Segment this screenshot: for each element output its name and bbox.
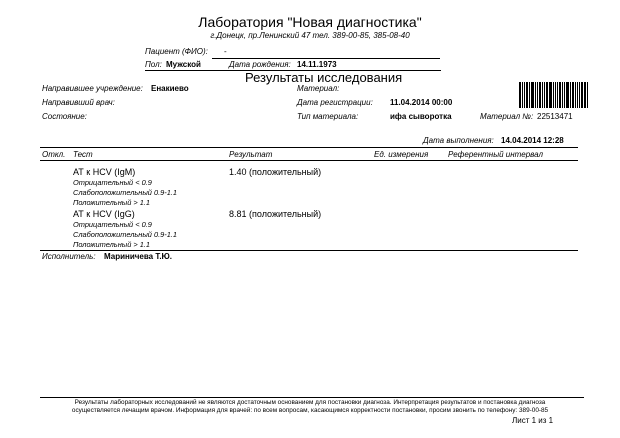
page-indicator: Лист 1 из 1 <box>512 416 554 425</box>
lab-title: Лаборатория "Новая диагностика" <box>198 14 422 30</box>
barcode-bar <box>581 82 583 108</box>
exec-date-label: Дата выполнения: <box>423 136 494 145</box>
col-header-reference: Референтный интервал <box>448 150 544 159</box>
barcode-bar <box>555 82 556 108</box>
col-header-test: Тест <box>73 150 93 159</box>
patient-name-value: - <box>224 47 227 56</box>
section-title: Результаты исследования <box>245 70 403 85</box>
barcode-bar <box>539 82 541 108</box>
table-top-rule <box>40 147 578 148</box>
executor-label: Исполнитель: <box>42 252 96 261</box>
col-header-result: Результат <box>229 150 273 159</box>
col-header-units: Ед. измерения <box>374 150 429 159</box>
barcode-bar <box>564 82 565 108</box>
dob-value: 14.11.1973 <box>297 60 337 69</box>
reference-line: Слабоположительный 0.9-1.1 <box>73 230 177 239</box>
material-no-value: 22513471 <box>537 112 573 121</box>
barcode-bar <box>537 82 538 108</box>
barcode-bar <box>535 82 536 108</box>
barcode-bar <box>544 82 545 108</box>
barcode-bar <box>579 82 580 108</box>
barcode-bar <box>559 82 561 108</box>
col-header-deviation: Откл. <box>42 150 66 159</box>
reg-date-label: Дата регистрации: <box>297 98 373 107</box>
barcode-bar <box>557 82 558 108</box>
barcode-bar <box>587 82 588 108</box>
state-label: Состояние: <box>42 112 87 121</box>
patient-name-underline <box>212 58 440 59</box>
institution-label: Направившее учреждение: <box>42 84 143 93</box>
material-type-value: ифа сыворотка <box>390 112 452 121</box>
barcode-bar <box>566 82 569 108</box>
sex-label: Пол: <box>145 60 162 69</box>
reference-line: Положительный > 1.1 <box>73 240 151 249</box>
barcode-bar <box>572 82 574 108</box>
reference-line: Отрицательный < 0.9 <box>73 178 152 187</box>
disclaimer-line-2: осуществляется лечащим врачом. Информация для врачей: по всем вопросам, касающимся корректности постановки, просим звонить по телефону: 389-00-85 <box>71 407 549 414</box>
barcode-bar <box>546 82 548 108</box>
lab-address: г.Донецк, пр.Ленинский 47 тел. 389-00-85, 385-08-40 <box>210 31 410 40</box>
barcode-bar <box>519 82 521 108</box>
footer-rule <box>40 397 584 398</box>
barcode-bar <box>529 82 530 108</box>
material-no-label: Материал №: <box>480 112 534 121</box>
table-header-rule <box>40 160 578 161</box>
executor-value: Мариничева Т.Ю. <box>104 252 173 261</box>
barcode-bar <box>584 82 586 108</box>
material-type-label: Тип материала: <box>297 112 359 121</box>
barcode-bar <box>553 82 554 108</box>
institution-value: Енакиево <box>151 84 189 93</box>
barcode-bar <box>570 82 571 108</box>
barcode-bar <box>524 82 525 108</box>
disclaimer-line-1: Результаты лабораторных исследований не являются достаточным основанием для постановки диагноза. Интерпретация результатов и постановка диагноза <box>74 399 546 406</box>
barcode-bar <box>549 82 552 108</box>
reference-line: Положительный > 1.1 <box>73 198 151 207</box>
barcode-bar <box>542 82 543 108</box>
barcode-bar <box>562 82 563 108</box>
barcode-bar <box>522 82 523 108</box>
barcode-bar <box>526 82 528 108</box>
patient-name-label: Пациент (ФИО): <box>145 47 208 56</box>
test-name: АТ к HCV (IgG) <box>73 209 135 219</box>
reference-line: Отрицательный < 0.9 <box>73 220 152 229</box>
table-bottom-rule <box>40 250 578 251</box>
test-result: 8.81 (положительный) <box>229 209 322 219</box>
sex-value: Мужской <box>166 60 201 69</box>
doctor-label: Направивший врач: <box>42 98 115 107</box>
reg-date-value: 11.04.2014 00:00 <box>390 98 453 107</box>
barcode-bar <box>531 82 534 108</box>
reference-line: Слабоположительный 0.9-1.1 <box>73 188 177 197</box>
barcode-bar <box>575 82 576 108</box>
exec-date-value: 14.04.2014 12:28 <box>501 136 564 145</box>
dob-label: Дата рождения: <box>229 60 291 69</box>
barcode-image <box>519 82 589 108</box>
barcode-bar <box>577 82 578 108</box>
test-name: АТ к HCV (IgM) <box>73 167 136 177</box>
material-label: Материал: <box>297 84 340 93</box>
test-result: 1.40 (положительный) <box>229 167 322 177</box>
